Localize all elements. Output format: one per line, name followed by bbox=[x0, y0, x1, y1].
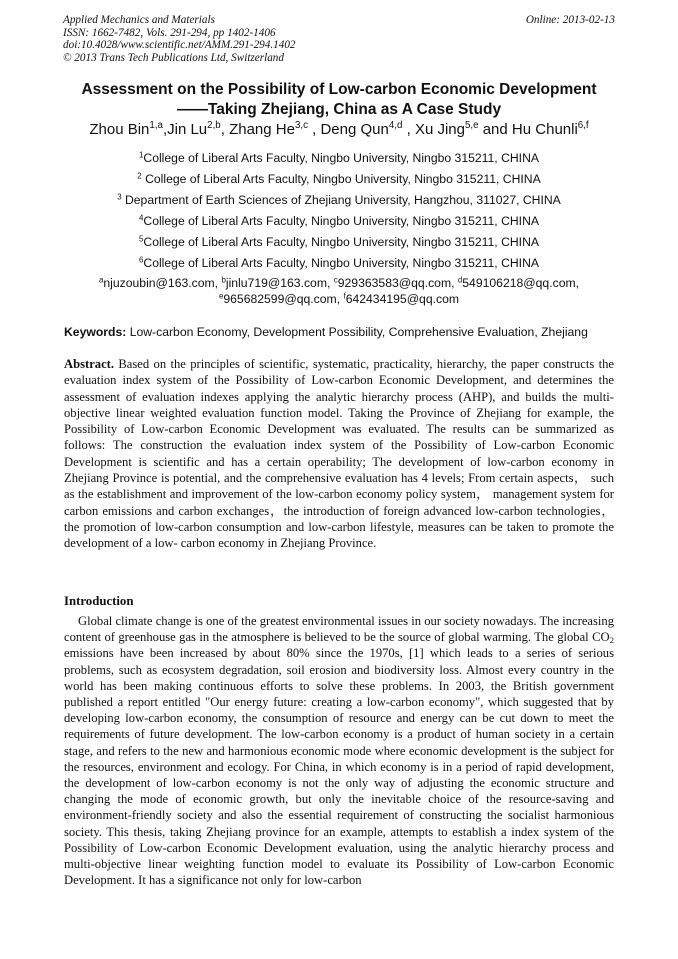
email-line-1: $^a$njuzoubin@163.com, $^b$jinlu719@163.com, $^c$929363583@qq.com, $^d$549106218@qq.com, bbox=[98, 275, 580, 290]
affiliation bbox=[30, 211, 648, 232]
author-sup: 4,d bbox=[388, 120, 403, 132]
author-sup: 6,f bbox=[577, 120, 589, 132]
affiliation bbox=[30, 253, 648, 274]
intro-text-part-2: emissions have been increased by about 80% since the 1970s, [1] which leads to a series of serious problems, such as ecosystem degradation, soil erosion and biodiversity loss. Almost every country in the world has been making continuous efforts to solve these problems. In 2003, the British government published a report entitled "Our energy future: creating a low-carbon economy", which suggested that by developing low-carbon economy, the consumption of resource and energy can be cut down to meet the requirements of future development. The low-carbon economy is a product of human society in a certain stage, and refers to the new and harmonious economic mode where economic development is the subject for the resources, environment and ecology. For China, in which economy is in a period of rapid development, the development of low-carbon economy is not the only way of adjusting the economic structure and changing the mode of economic growth, but only the inevitable choice of the resource-saving and environment-friendly society and also the essential requirement of constructing the socialist harmonious society. This thesis, taking Zhejiang province for an example, attempts to establish a index system of the Possibility of Low-carbon Economic Development evaluation, using the analytic hierarchy process and multi-objective linear weighting function model to evaluate its Possibility of Low-carbon Economic Development. It has a significance not only for low-carbon bbox=[64, 646, 614, 888]
author-sep: and bbox=[478, 121, 512, 138]
affiliation bbox=[30, 190, 648, 211]
keywords-text: Low-carbon Economy, Development Possibility, Comprehensive Evaluation, Zhejiang bbox=[126, 325, 588, 339]
affiliation-num: 3 bbox=[117, 192, 122, 202]
email-list bbox=[40, 275, 638, 307]
email-link[interactable]: 549106218@qq.com bbox=[462, 276, 576, 290]
issn-line: ISSN: 1662-7482, Vols. 291-294, pp 1402-1406 bbox=[63, 26, 276, 39]
author-name: Jin Lu bbox=[167, 121, 208, 138]
introduction-paragraph bbox=[64, 613, 614, 888]
email-link[interactable]: njuzoubin@163.com bbox=[103, 276, 215, 290]
author-name: Xu Jing bbox=[414, 121, 465, 138]
affiliation bbox=[30, 169, 648, 190]
co2-subscript: 2 bbox=[609, 635, 614, 646]
abstract-label: Abstract. bbox=[64, 357, 115, 371]
email-key: f bbox=[343, 291, 346, 301]
affiliation-num: 4 bbox=[138, 213, 144, 223]
section-heading-introduction: Introduction bbox=[64, 594, 134, 608]
doi-line: doi:10.4028/www.scientific.net/AMM.291-294.1402 bbox=[63, 39, 296, 51]
keywords bbox=[64, 324, 624, 340]
intro-text-part-1: Global climate change is one of the greatest environmental issues in our society nowadays. The increasing content of greenhouse gas in the atmosphere is believed to be the source of global warming. The global CO bbox=[64, 614, 614, 645]
author-sep: , bbox=[162, 121, 168, 138]
affiliation-text: College of Liberal Arts Faculty, Ningbo University, Ningbo 315211, CHINA bbox=[143, 256, 539, 270]
affiliation-text: College of Liberal Arts Faculty, Ningbo University, Ningbo 315211, CHINA bbox=[141, 172, 541, 186]
email-key: e bbox=[218, 291, 224, 301]
affiliation-list bbox=[30, 148, 648, 274]
author-sup: 5,e bbox=[464, 120, 479, 132]
author-sep: , bbox=[307, 121, 321, 138]
abstract bbox=[64, 356, 614, 552]
email-link[interactable]: 965682599@qq.com bbox=[223, 292, 337, 306]
author-name: Zhang He bbox=[229, 121, 295, 138]
author-sup: 3,c bbox=[294, 120, 308, 132]
journal-name: Applied Mechanics and Materials bbox=[63, 14, 215, 26]
affiliation-num: 6 bbox=[138, 255, 144, 265]
affiliation-text: College of Liberal Arts Faculty, Ningbo University, Ningbo 315211, CHINA bbox=[143, 151, 539, 165]
author-sup: 2,b bbox=[207, 120, 221, 132]
email-key: c bbox=[333, 275, 338, 285]
keywords-label: Keywords: bbox=[64, 325, 127, 339]
affiliation-num: 2 bbox=[137, 171, 142, 181]
affiliation-text: College of Liberal Arts Faculty, Ningbo University, Ningbo 315211, CHINA bbox=[143, 235, 539, 249]
author-name: Hu Chunli bbox=[511, 121, 578, 138]
online-date: Online: 2013-02-13 bbox=[525, 14, 615, 26]
title-line-2: ——Taking Zhejiang, China as A Case Study bbox=[176, 101, 502, 118]
affiliation bbox=[30, 232, 648, 253]
email-link[interactable]: 642434195@qq.com bbox=[345, 292, 460, 306]
author-name: Deng Qun bbox=[320, 121, 389, 138]
affiliation-num: 5 bbox=[138, 234, 144, 244]
email-key: a bbox=[98, 275, 104, 285]
affiliation-text: Department of Earth Sciences of Zhejiang University, Hangzhou, 311027, CHINA bbox=[121, 193, 561, 207]
email-key: b bbox=[221, 275, 226, 285]
email-link[interactable]: jinlu719@163.com bbox=[225, 276, 327, 290]
affiliation bbox=[30, 148, 648, 169]
email-link[interactable]: 929363583@qq.com bbox=[337, 276, 452, 290]
author-sep: , bbox=[220, 121, 230, 138]
title-line-1: Assessment on the Possibility of Low-carbon Economic Development bbox=[81, 81, 597, 98]
author-list bbox=[30, 120, 648, 140]
journal-header bbox=[63, 14, 615, 64]
paper-title bbox=[30, 80, 648, 120]
email-key: d bbox=[457, 275, 463, 285]
abstract-text: Based on the principles of scientific, systematic, practicality, hierarchy, the paper constructs the evaluation index system of the Possibility of Low-carbon Economic Development, and determines the assessment of evaluation indexes applying the analytic hierarchy process (AHP), and builds the multi-objective linear weighted evaluation function model. Taking the Province of Zhejiang for example, the Possibility of Low-carbon Economic Development was evaluated. The results can be summarized as follows: The construction the evaluation index system of the Possibility of Low-carbon Economic Development is scientific and has a certain operability; The development of low-carbon economy in Zhejiang Province is potential, and the comprehensive evaluation has 4 levels; From certain aspects， such as the establishment and improvement of the low-carbon economy policy system， management system for carbon emissions and carbon exchanges，the introduction of foreign advanced low-carbon technologies，the promotion of low-carbon consumption and low-carbon lifestyle, measures can be taken to promote the development of a low- carbon economy in Zhejiang Province. bbox=[64, 357, 614, 551]
copyright-line: © 2013 Trans Tech Publications Ltd, Switzerland bbox=[63, 51, 284, 64]
author-name: Zhou Bin bbox=[89, 121, 150, 138]
author-sep: , bbox=[402, 121, 415, 138]
affiliation-num: 1 bbox=[138, 150, 144, 160]
affiliation-text: College of Liberal Arts Faculty, Ningbo University, Ningbo 315211, CHINA bbox=[143, 214, 539, 228]
author-sup: 1,a bbox=[149, 120, 163, 132]
email-line-2: $^e$965682599@qq.com, $^f$642434195@qq.com bbox=[218, 291, 460, 306]
